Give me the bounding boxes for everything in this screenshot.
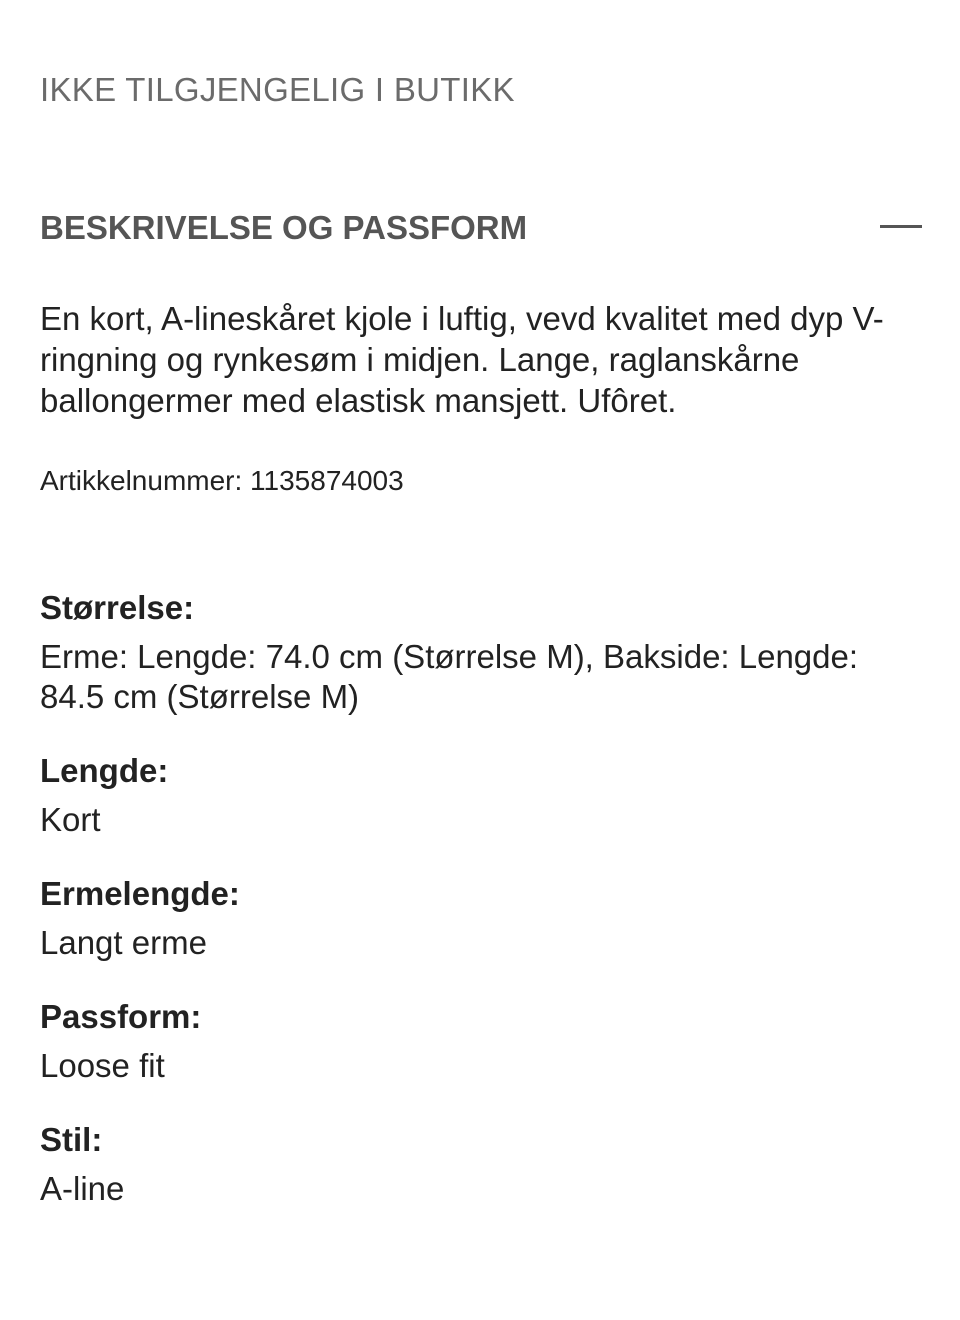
minus-icon[interactable]: [880, 225, 922, 228]
section-title: BESKRIVELSE OG PASSFORM: [40, 209, 528, 246]
attribute-style: [40, 1119, 900, 1209]
attribute-value: Loose fit: [40, 1047, 165, 1084]
description-accordion-content: [40, 298, 900, 1242]
attribute-value: A-line: [40, 1170, 125, 1207]
attribute-value: Kort: [40, 801, 101, 838]
article-number: Artikkelnummer: 1135874003: [40, 465, 404, 496]
attribute-length: [40, 750, 900, 840]
attribute-fit: [40, 996, 900, 1086]
attribute-value: Langt erme: [40, 924, 207, 961]
product-description: En kort, A-lineskåret kjole i luftig, vevd kvalitet med dyp V-ringning og rynkesøm i midjen. Lange, raglanskårne ballongermer med elastisk mansjett. Ufôret.: [40, 300, 884, 419]
attribute-label: Passform:: [40, 998, 202, 1035]
attribute-list: [40, 587, 900, 1209]
attribute-label: Stil:: [40, 1121, 103, 1158]
attribute-value: Erme: Lengde: 74.0 cm (Størrelse M), Bakside: Lengde: 84.5 cm (Størrelse M): [40, 638, 859, 715]
store-availability-notice: IKKE TILGJENGELIG I BUTIKK: [40, 71, 515, 108]
attribute-sleeve-length: [40, 873, 900, 963]
description-accordion-header[interactable]: [40, 206, 922, 250]
attribute-label: Lengde:: [40, 752, 169, 789]
attribute-label: Størrelse:: [40, 589, 195, 626]
attribute-label: Ermelengde:: [40, 875, 240, 912]
attribute-size: [40, 587, 900, 717]
